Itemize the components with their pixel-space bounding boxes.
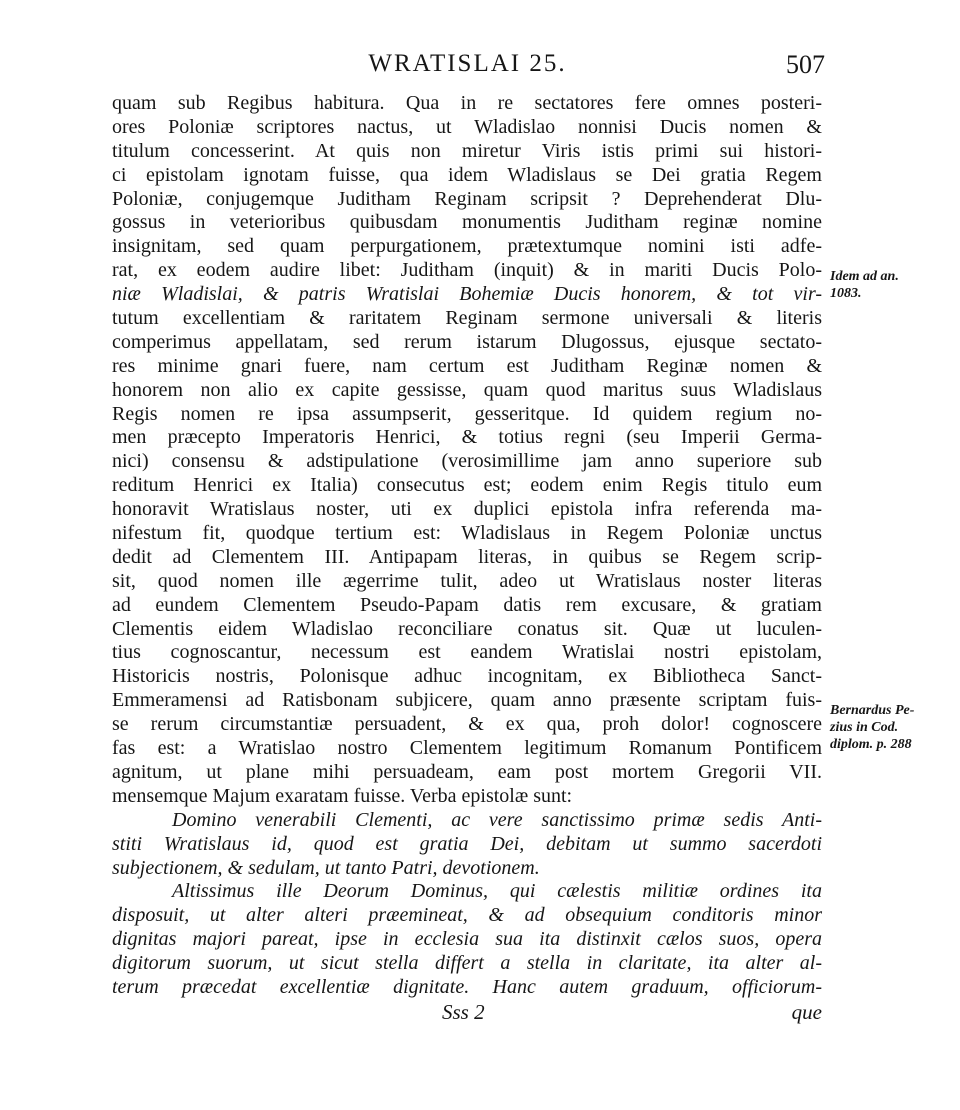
text-line: nifestum fit, quodque tertium est: Wladislaus in Regem Poloniæ unctus — [112, 522, 822, 545]
text-line: Regis nomen re ipsa assumpserit, gesseritque. Id quidem regium no- — [112, 402, 822, 425]
text-line: Emmeramensi ad Ratisbonam subjicere, quam anno præsente scriptam fuis- — [112, 689, 822, 712]
text-line: ad eundem Clementem Pseudo-Papam datis rem excusare, & gratiam — [112, 593, 822, 616]
margin-note-line: zius in Cod. — [830, 720, 899, 735]
text-line: ci epistolam ignotam fuisse, qua idem Wladislaus se Dei gratia Regem — [112, 163, 822, 186]
text-line: reditum Henrici ex Italia) consecutus est; eodem enim Regis titulo eum — [112, 474, 822, 497]
text-line: quam sub Regibus habitura. Qua in re sectatores fere omnes posteri- — [112, 92, 822, 114]
text-line: niæ Wladislai, & patris Wratislai Bohemiæ Ducis honorem, & tot vir- — [112, 283, 822, 306]
text-line: res minime gnari fuere, nam certum est Juditham Reginæ nomen & — [112, 354, 822, 377]
text-line: men præcepto Imperatoris Henrici, & totius regni (seu Imperii Germa- — [112, 426, 822, 449]
page-number: 507 — [786, 50, 825, 79]
text-line: dignitas majori pareat, ipse in ecclesia sua ita distinxit cælos suos, opera — [112, 928, 822, 951]
text-line: rat, ex eodem audire libet: Juditham (inquit) & in mariti Ducis Polo- — [112, 259, 822, 282]
catchword: que — [791, 999, 822, 1024]
text-line: titulum concesserint. At quis non miretur Viris istis primi sui histori- — [112, 139, 822, 162]
text-line: se rerum circumstantiæ persuadent, & ex qua, proh dolor! cognoscere — [112, 713, 822, 736]
text-line: Domino venerabili Clementi, ac vere sanctissimo primæ sedis Anti- — [172, 808, 822, 831]
text-line: terum præcedat excellentiæ dignitate. Hanc autem graduum, officiorum- — [112, 975, 822, 998]
text-line: dedit ad Clementem III. Antipapam literas, in quibus se Regem scrip- — [112, 545, 822, 568]
margin-note-line: Bernardus Pe- — [830, 703, 915, 718]
text-line: tutum excellentiam & raritatem Reginam sermone universali & literis — [112, 307, 822, 330]
margin-note — [830, 702, 955, 753]
text-line: Clementis eidem Wladislao reconciliare conatus sit. Quæ ut luculen- — [112, 617, 822, 640]
margin-note-line: 1083. — [830, 286, 862, 301]
text-line: gossus in veterioribus quibusdam monumentis Juditham reginæ nomine — [112, 211, 822, 234]
page-header — [110, 50, 825, 90]
signature-mark: Sss 2 — [442, 999, 485, 1024]
text-line: fas est: a Wratislao nostro Clementem legitimum Romanum Pontificem — [112, 737, 822, 760]
body-text — [112, 92, 822, 1024]
running-title: WRATISLAI 25. — [368, 50, 567, 77]
text-line: honoravit Wratislaus noster, uti ex duplici epistola infra referenda ma- — [112, 498, 822, 521]
margin-note-line: Idem ad an. — [830, 269, 899, 284]
text-line: Historicis nostris, Polonisque adhuc incognitam, ex Bibliotheca Sanct- — [112, 665, 822, 688]
text-line: Poloniæ, conjugemque Juditham Reginam scripsit ? Deprehenderat Dlu- — [112, 187, 822, 210]
margin-note — [830, 268, 955, 302]
text-line: insignitam, sed quam perpurgationem, prætextumque nomini isti adfe- — [112, 235, 822, 258]
text-line: stiti Wratislaus id, quod est gratia Dei, debitam ut summo sacerdoti — [112, 832, 822, 855]
text-line: tius cognoscantur, necessum est eandem Wratislai nostri epistolam, — [112, 641, 822, 664]
text-line: honorem non alio ex capite gessisse, quam quod maritus suus Wladislaus — [112, 378, 822, 401]
text-line: agnitum, ut plane mihi persuadeam, eam post mortem Gregorii VII. — [112, 760, 822, 783]
page-footer — [112, 1000, 822, 1024]
text-line: nici) consensu & adstipulatione (verosimillime jam anno superiore sub — [112, 450, 822, 473]
text-line: digitorum suorum, ut sicut stella differt a stella in claritate, ita alter al- — [112, 952, 822, 975]
margin-note-line: diplom. p. 288 — [830, 737, 912, 752]
text-line: Altissimus ille Deorum Dominus, qui cælestis militiæ ordines ita — [172, 880, 822, 903]
text-line: disposuit, ut alter alteri præemineat, & ad obsequium conditoris minor — [112, 904, 822, 927]
text-line: subjectionem, & sedulam, ut tanto Patri, devotionem. — [112, 856, 540, 879]
text-line: ores Poloniæ scriptores nactus, ut Wladislao nonnisi Ducis nomen & — [112, 115, 822, 138]
text-line: sit, quod nomen ille ægerrime tulit, adeo ut Wratislaus noster literas — [112, 569, 822, 592]
text-line: comperimus appellatam, sed rerum istarum Dlugossus, ejusque sectato- — [112, 330, 822, 353]
text-line: mensemque Majum exaratam fuisse. Verba epistolæ sunt: — [112, 784, 573, 807]
